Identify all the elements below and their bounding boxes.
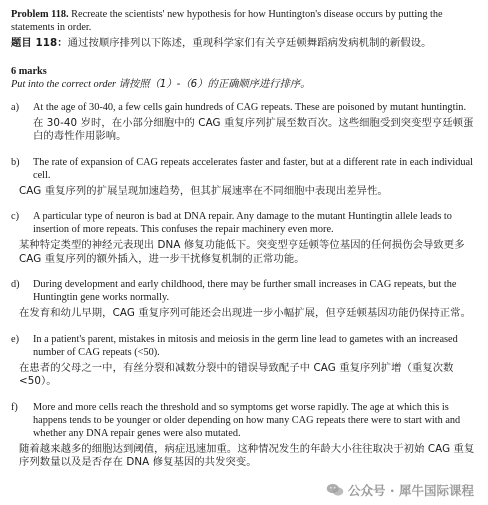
question-heading-zh: 题目 118： (11, 37, 68, 49)
option-c (11, 210, 477, 236)
option-label: e) (11, 333, 19, 345)
option-text-en: In a patient's parent, mistakes in mitosis and meiosis in the germ line lead to gametes with an increased number of CAG repeats (<50). (33, 333, 458, 358)
option-b (11, 156, 477, 182)
question-en (11, 8, 477, 34)
option-f-zh: 随着越来越多的细胞达到阈值，病症迅速加重。这种情况发生的年龄大小往往取决于初始 CAG 重复序列数量以及是否存在 DNA 修复基因的共发突变。 (19, 442, 475, 468)
option-label: b) (11, 156, 20, 168)
option-e (11, 333, 477, 359)
watermark-text: 公众号 · 犀牛国际课程 (348, 483, 474, 498)
question-text-zh: 通过按顺序排列以下陈述，重现科学家们有关亨廷顿舞蹈病发病机制的新假设。 (67, 37, 432, 49)
option-text-en: The rate of expansion of CAG repeats accelerates faster and faster, but at a different rate in each individual cell. (33, 156, 473, 181)
option-label: f) (11, 401, 18, 413)
option-c-zh: 某种特定类型的神经元表现出 DNA 修复功能低下。突变型亨廷顿等位基因的任何损伤会导致更多 CAG 重复序列的额外插入，进一步干扰修复机制的正常功能。 (19, 239, 465, 265)
instruction-en: Put into the correct order (11, 78, 119, 90)
question-heading: Problem 118. (11, 9, 69, 20)
option-b-zh: CAG 重复序列的扩展呈现加速趋势，但其扩展速率在不同细胞中表现出差异性。 (19, 184, 388, 197)
watermark (326, 481, 474, 499)
document-page (11, 8, 477, 480)
question-zh (11, 37, 477, 51)
option-text-en: More and more cells reach the threshold and so symptoms get worse rapidly. The age at which this is happens tends to be younger or older depending on how many CAG repeats there were to start with and whether any DNA repair genes were also mutated. (33, 401, 461, 439)
option-label: d) (11, 279, 20, 290)
option-e-zh: 在患者的父母之一中，有丝分裂和减数分裂中的错误导致配子中 CAG 重复序列扩增（重复次数<50）。 (19, 361, 454, 387)
instruction-zh: 请按照（1）-（6）的正确顺序进行排序。 (118, 77, 311, 90)
option-text-en: During development and early childhood, there may be further small increases in CAG repeats, but the Huntingtin gene works normally. (33, 279, 457, 303)
option-a-zh: 在 30-40 岁时，在小部分细胞中的 CAG 重复序列扩展至数百次。这些细胞受到突变型亨廷顿蛋白的毒性作用影响。 (33, 116, 474, 142)
option-f (11, 401, 477, 440)
marks-label: 6 marks (11, 65, 47, 77)
option-label: a) (11, 101, 19, 113)
option-text-en: At the age of 30-40, a few cells gain hundreds of CAG repeats. These are poisoned by mutant huntingtin. (33, 101, 467, 113)
option-label: c) (11, 211, 19, 222)
instructions (11, 65, 477, 91)
option-text-en: A particular type of neuron is bad at DNA repair. Any damage to the mutant Huntingtin allele leads to insertion of more repeats. This confuses the repair machinery even more. (33, 211, 452, 235)
wechat-icon (326, 483, 344, 497)
question-text-en: Recreate the scientists' new hypothesis for how Huntington's disease occurs by putting the statements in order. (11, 9, 443, 33)
option-d-zh: 在发育和幼儿早期，CAG 重复序列可能还会出现进一步小幅扩展，但亨廷顿基因功能仍保持正常。 (19, 307, 471, 319)
option-d (11, 278, 477, 304)
option-a (11, 101, 477, 114)
